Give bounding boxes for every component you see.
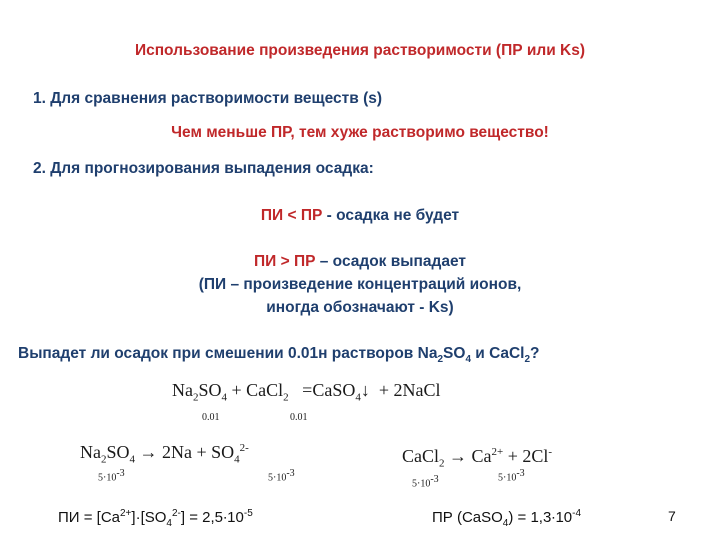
question-sub: 2 [437, 354, 444, 366]
calc-sup: -4 [572, 508, 582, 519]
concentration-label: 0.01 [202, 412, 220, 423]
page-number: 7 [668, 508, 676, 524]
calc-sub: 4 [502, 518, 509, 529]
formula-sup: 2+ [491, 446, 504, 458]
question-text: SO [443, 345, 466, 362]
calc-sup: 2- [171, 508, 181, 519]
reaction-equation [172, 380, 440, 404]
formula-sub: 2 [439, 457, 445, 470]
formula-sub: 4 [355, 391, 361, 404]
note-line-2: иногда обозначают - Ks) [266, 299, 454, 316]
reaction-arrow: → [449, 446, 468, 466]
formula-sup: - [548, 446, 553, 458]
question-sub: 4 [465, 354, 471, 366]
condition-2-sign: ПИ > ПР [254, 253, 316, 270]
note-line-1: (ПИ – произведение концентраций ионов, [198, 276, 522, 293]
condition-precipitate [0, 253, 720, 271]
formula-sub: 2 [101, 453, 107, 466]
point-2: 2. Для прогнозирования выпадения осадка: [33, 160, 374, 177]
formula: 2Na + SO [157, 442, 235, 462]
condition-1-text: - осадка не будет [322, 207, 460, 224]
rule-statement: Чем меньше ПР, тем хуже растворимо вещество! [171, 124, 549, 141]
question-sub: 2 [524, 354, 531, 366]
calc-text: ) = 1,3∙10 [508, 509, 573, 526]
calc-sup: 2+ [120, 508, 132, 519]
calc-sup: -5 [243, 508, 253, 519]
calc-text: ] = 2,5∙10 [180, 509, 244, 526]
concentration-label: $5\cdot 10^{-3}$ [98, 468, 125, 484]
question [18, 345, 540, 365]
formula: SO [106, 442, 130, 462]
reaction-arrow: → [139, 442, 158, 462]
dissociation-na2so4 [80, 442, 249, 466]
formula: =CaSO [302, 380, 356, 400]
concentration-label: $5\cdot 10^{-3}$ [498, 468, 525, 484]
question-text: и CaCl [471, 345, 525, 362]
condition-2-text: – осадок выпадает [315, 253, 466, 270]
solubility-product-value [432, 508, 581, 529]
formula: SO [198, 380, 222, 400]
slide-title: Использование произведения растворимости (ПР или Ks) [134, 42, 586, 59]
formula-sub: 4 [221, 391, 228, 404]
formula: + CaCl [231, 380, 284, 400]
question-text: ? [530, 345, 540, 362]
point-1: 1. Для сравнения растворимости веществ (s) [33, 90, 383, 107]
condition-1-sign: ПИ < ПР [260, 207, 323, 224]
calc-text: ПР (CaSO [432, 509, 503, 526]
calc-sub: 4 [166, 518, 172, 529]
dissociation-cacl2 [402, 446, 552, 470]
question-text: Выпадет ли осадок при смешении 0.01н растворов Na [18, 345, 438, 362]
calc-text: ]·[SO [131, 509, 167, 526]
concentration-label: $5\cdot 10^{-3}$ [412, 474, 439, 490]
concentration-label: $5\cdot 10^{-3}$ [268, 468, 295, 484]
formula: + 2Cl [503, 446, 549, 466]
formula-sup: 2- [239, 442, 249, 454]
condition-no-precipitate [0, 207, 720, 225]
formula: CaCl [402, 446, 440, 466]
formula: Ca [467, 446, 492, 466]
formula-sub: 4 [234, 453, 240, 466]
formula: + 2NaCl [378, 380, 441, 400]
calc-text: ПИ = [Ca [58, 509, 120, 526]
precipitate-arrow: ↓ [360, 380, 370, 400]
formula-sub: 2 [283, 391, 289, 404]
formula-sub: 2 [193, 391, 199, 404]
formula: Na [172, 380, 193, 400]
formula-sub: 4 [129, 453, 136, 466]
concentration-label: 0.01 [290, 412, 308, 423]
formula: Na [80, 442, 101, 462]
ion-product-calc [58, 508, 253, 529]
